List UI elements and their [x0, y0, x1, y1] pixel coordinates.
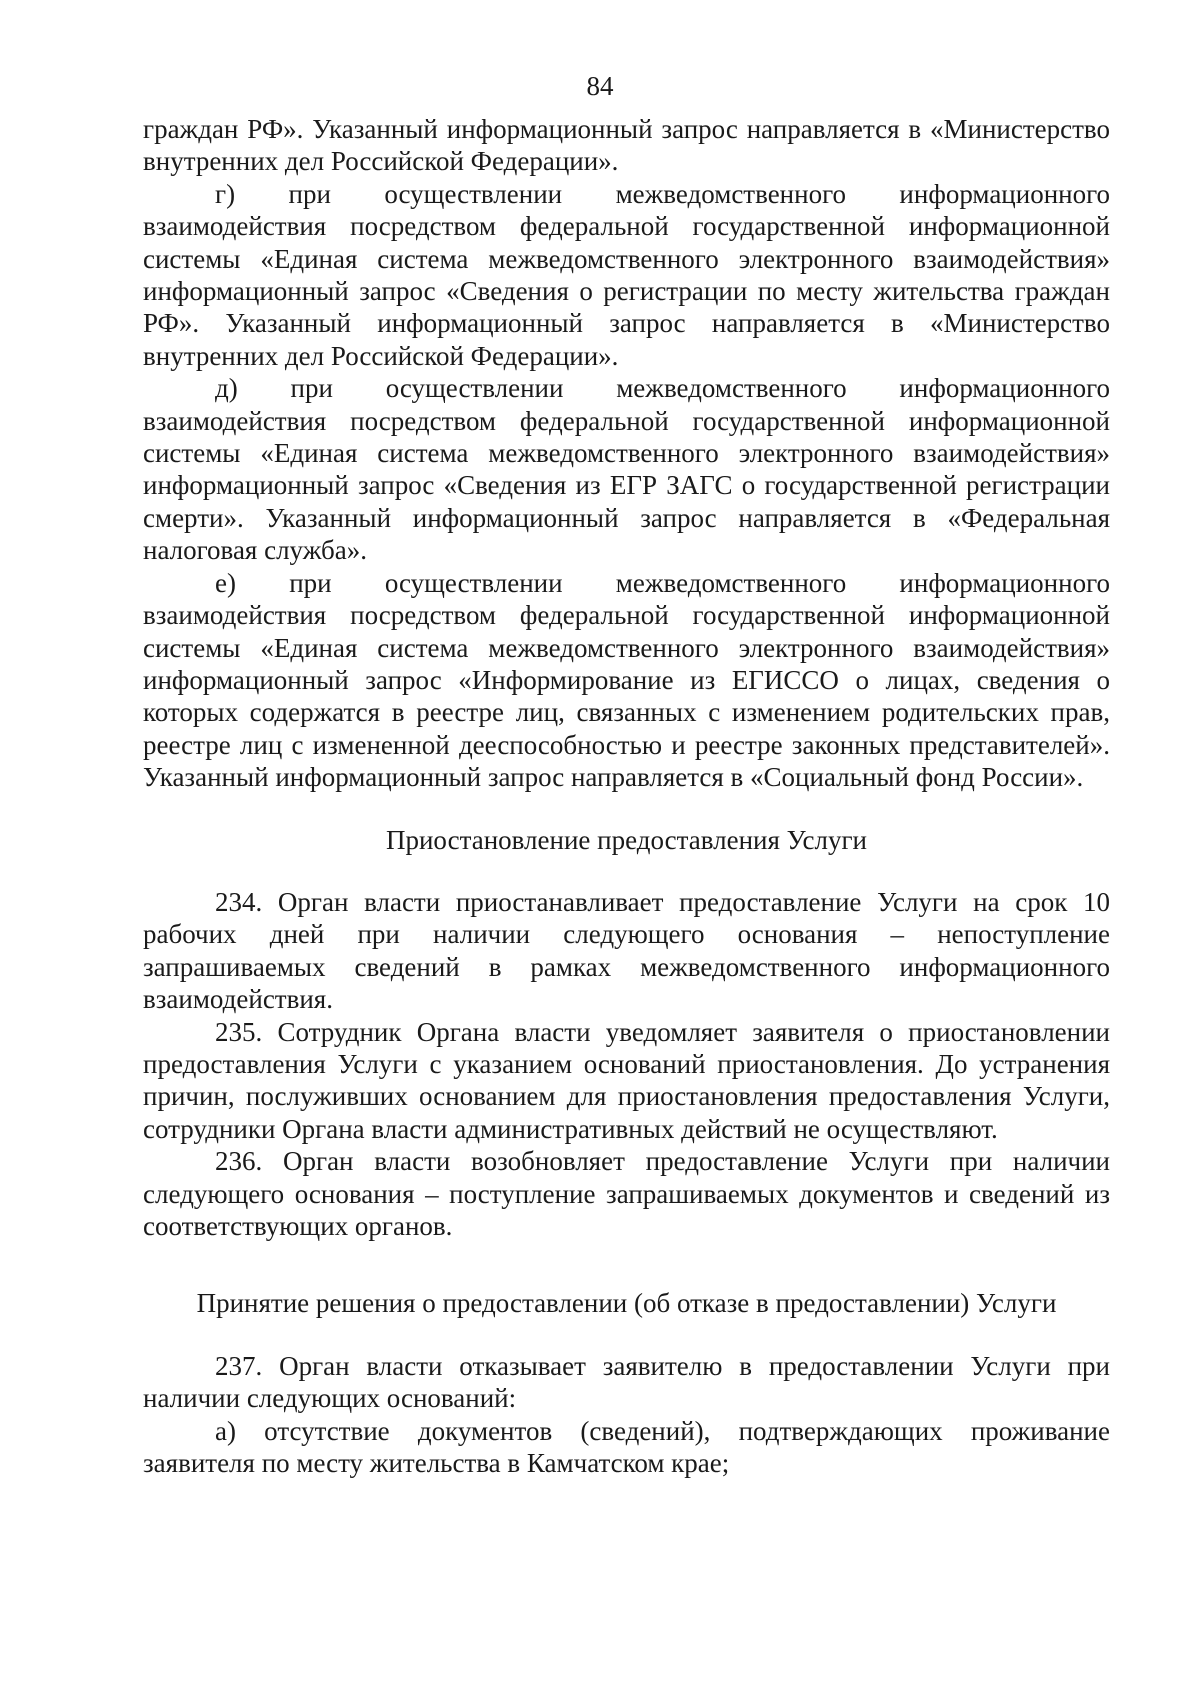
paragraph-item-e: е) при осуществлении межведомственного информационного взаимодействия посредством федеральной государственной информационной системы «Единая система межведомственного электронного взаимодействия» информационный запрос «Информирование из ЕГИССО о лицах, сведения о которых содержатся в реестре лиц, связанных с изменением родительских прав, реестре лиц с измененной дееспособностью и реестре законных представителей». Указанный информационный запрос направляется в «Социальный фонд России». [143, 567, 1110, 793]
paragraph-continuation: граждан РФ». Указанный информационный запрос направляется в «Министерство внутренних дел Российской Федерации». [143, 114, 1110, 177]
paragraph-237: 237. Орган власти отказывает заявителю в предоставлении Услуги при наличии следующих оснований: [143, 1350, 1110, 1414]
page-number: 84 [586, 71, 614, 101]
paragraph-236: 236. Орган власти возобновляет предоставление Услуги при наличии следующего основания – поступление запрашиваемых документов и сведений из соответствующих органов. [143, 1146, 1110, 1241]
paragraph-item-d: д) при осуществлении межведомственного информационного взаимодействия посредством федеральной государственной информационной системы «Единая система межведомственного электронного взаимодействия» информационный запрос «Сведения из ЕГР ЗАГС о государственной регистрации смерти». Указанный информационный запрос направляется в «Федеральная налоговая служба». [143, 373, 1110, 566]
paragraph-item-g: г) при осуществлении межведомственного информационного взаимодействия посредством федеральной государственной информационной системы «Единая система межведомственного электронного взаимодействия» информационный запрос «Сведения о регистрации по месту жительства граждан РФ». Указанный информационный запрос направляется в «Министерство внутренних дел Российской Федерации». [143, 178, 1110, 371]
paragraph-item-a: а) отсутствие документов (сведений), подтверждающих проживание заявителя по месту жительства в Камчатском крае; [143, 1415, 1110, 1479]
paragraph-235: 235. Сотрудник Органа власти уведомляет заявителя о приостановлении предоставления Услуги с указанием оснований приостановления. До устранения причин, послуживших основанием для приостановления предоставления Услуги, сотрудники Органа власти административных действий не осуществляют. [143, 1016, 1110, 1144]
document-body [143, 113, 1110, 1479]
section-heading-decision: Принятие решения о предоставлении (об отказе в предоставлении) Услуги [196, 1288, 1057, 1319]
paragraph-234: 234. Орган власти приостанавливает предоставление Услуги на срок 10 рабочих дней при наличии следующего основания – непоступление запрашиваемых сведений в рамках межведомственного информационного взаимодействия. [143, 886, 1110, 1015]
section-heading-suspension: Приостановление предоставления Услуги [385, 824, 867, 855]
